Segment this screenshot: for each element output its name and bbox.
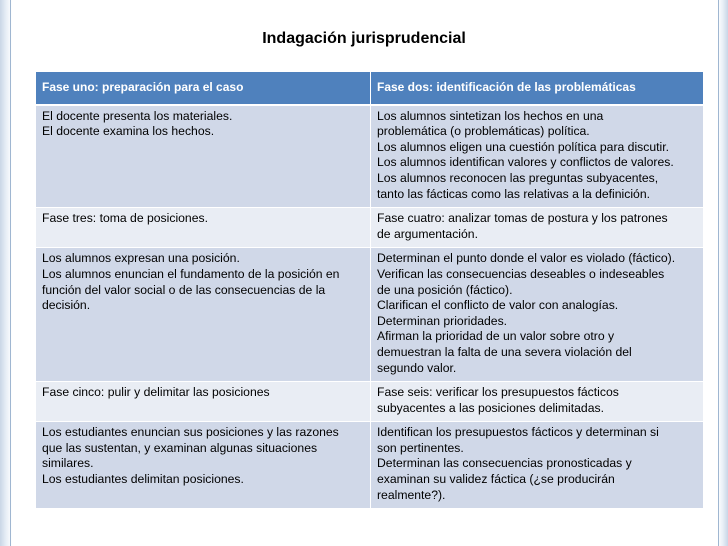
cell-line: Identifican los presupuestos fácticos y determinan si [377, 425, 659, 440]
table-cell [371, 422, 704, 509]
cell-line: Fase seis: verificar los presupuestos fácticos [377, 385, 619, 400]
right-frame-line [718, 0, 719, 546]
cell-line: Afirman la prioridad de un valor sobre otro y [377, 329, 615, 344]
cell-line: Verifican las consecuencias deseables o indeseables [377, 266, 665, 281]
table-cell [36, 382, 371, 422]
cell-line: El docente presenta los materiales. [42, 108, 233, 123]
cell-line: Los estudiantes delimitan posiciones. [42, 472, 244, 487]
right-frame-border [718, 0, 728, 546]
cell-line: de argumentación. [377, 226, 478, 241]
cell-line: problemática (o problemáticas) política. [377, 124, 590, 139]
cell-line: Determinan las consecuencias pronosticadas y [377, 456, 632, 471]
cell-line: tanto las fácticas como las relativas a la definición. [377, 186, 650, 201]
table-cell [371, 105, 704, 208]
table-row [36, 248, 704, 382]
cell-line: Los alumnos eligen una cuestión política para discutir. [377, 139, 669, 154]
cell-line: Determinan prioridades. [377, 313, 508, 328]
table-row [36, 208, 704, 248]
table-cell [36, 208, 371, 248]
table-header-row [36, 72, 704, 105]
cell-line: Los alumnos reconocen las preguntas subyacentes, [377, 170, 659, 185]
cell-line: Los alumnos sintetizan los hechos en una [377, 108, 604, 123]
cell-line: Fase cuatro: analizar tomas de postura y los patrones [377, 211, 668, 226]
table-cell [371, 208, 704, 248]
cell-line: Fase tres: toma de posiciones. [42, 211, 208, 226]
cell-line: que las sustentan, y examinan algunas situaciones [42, 440, 318, 455]
header-cell-phase-one: Fase uno: preparación para el caso [36, 72, 371, 105]
cell-line: decisión. [42, 298, 91, 313]
table-cell [36, 422, 371, 509]
cell-line: El docente examina los hechos. [42, 124, 215, 139]
cell-line: Fase cinco: pulir y delimitar las posiciones [42, 385, 270, 400]
cell-line: Clarifican el conflicto de valor con analogías. [377, 298, 619, 313]
table-cell [371, 382, 704, 422]
phases-table [35, 71, 704, 509]
left-frame-line [10, 0, 11, 546]
cell-line: segundo valor. [377, 360, 457, 375]
cell-line: función del valor social o de las consecuencias de la [42, 282, 326, 297]
slide-title: Indagación jurisprudencial [262, 30, 466, 47]
cell-line: Los alumnos expresan una posición. [42, 251, 240, 266]
cell-line: examinan su validez fáctica (¿se producirán [377, 472, 615, 487]
cell-line: son pertinentes. [377, 440, 464, 455]
cell-line: subyacentes a las posiciones delimitadas. [377, 400, 604, 415]
table-row [36, 382, 704, 422]
cell-line: Los estudiantes enuncian sus posiciones y las razones [42, 425, 339, 440]
cell-line: similares. [42, 456, 94, 471]
table-cell [36, 248, 371, 382]
table-cell [371, 248, 704, 382]
cell-line: demuestran la falta de una severa violación del [377, 344, 632, 359]
header-cell-phase-two: Fase dos: identificación de las problemáticas [371, 72, 704, 105]
cell-line: Los alumnos identifican valores y conflictos de valores. [377, 155, 674, 170]
table-row [36, 105, 704, 208]
table-row [36, 422, 704, 509]
cell-line: Determinan el punto donde el valor es violado (fáctico). [377, 251, 676, 266]
table-cell [36, 105, 371, 208]
cell-line: de una posición (fáctico). [377, 282, 513, 297]
cell-line: realmente?). [377, 487, 446, 502]
cell-line: Los alumnos enuncian el fundamento de la posición en [42, 266, 340, 281]
